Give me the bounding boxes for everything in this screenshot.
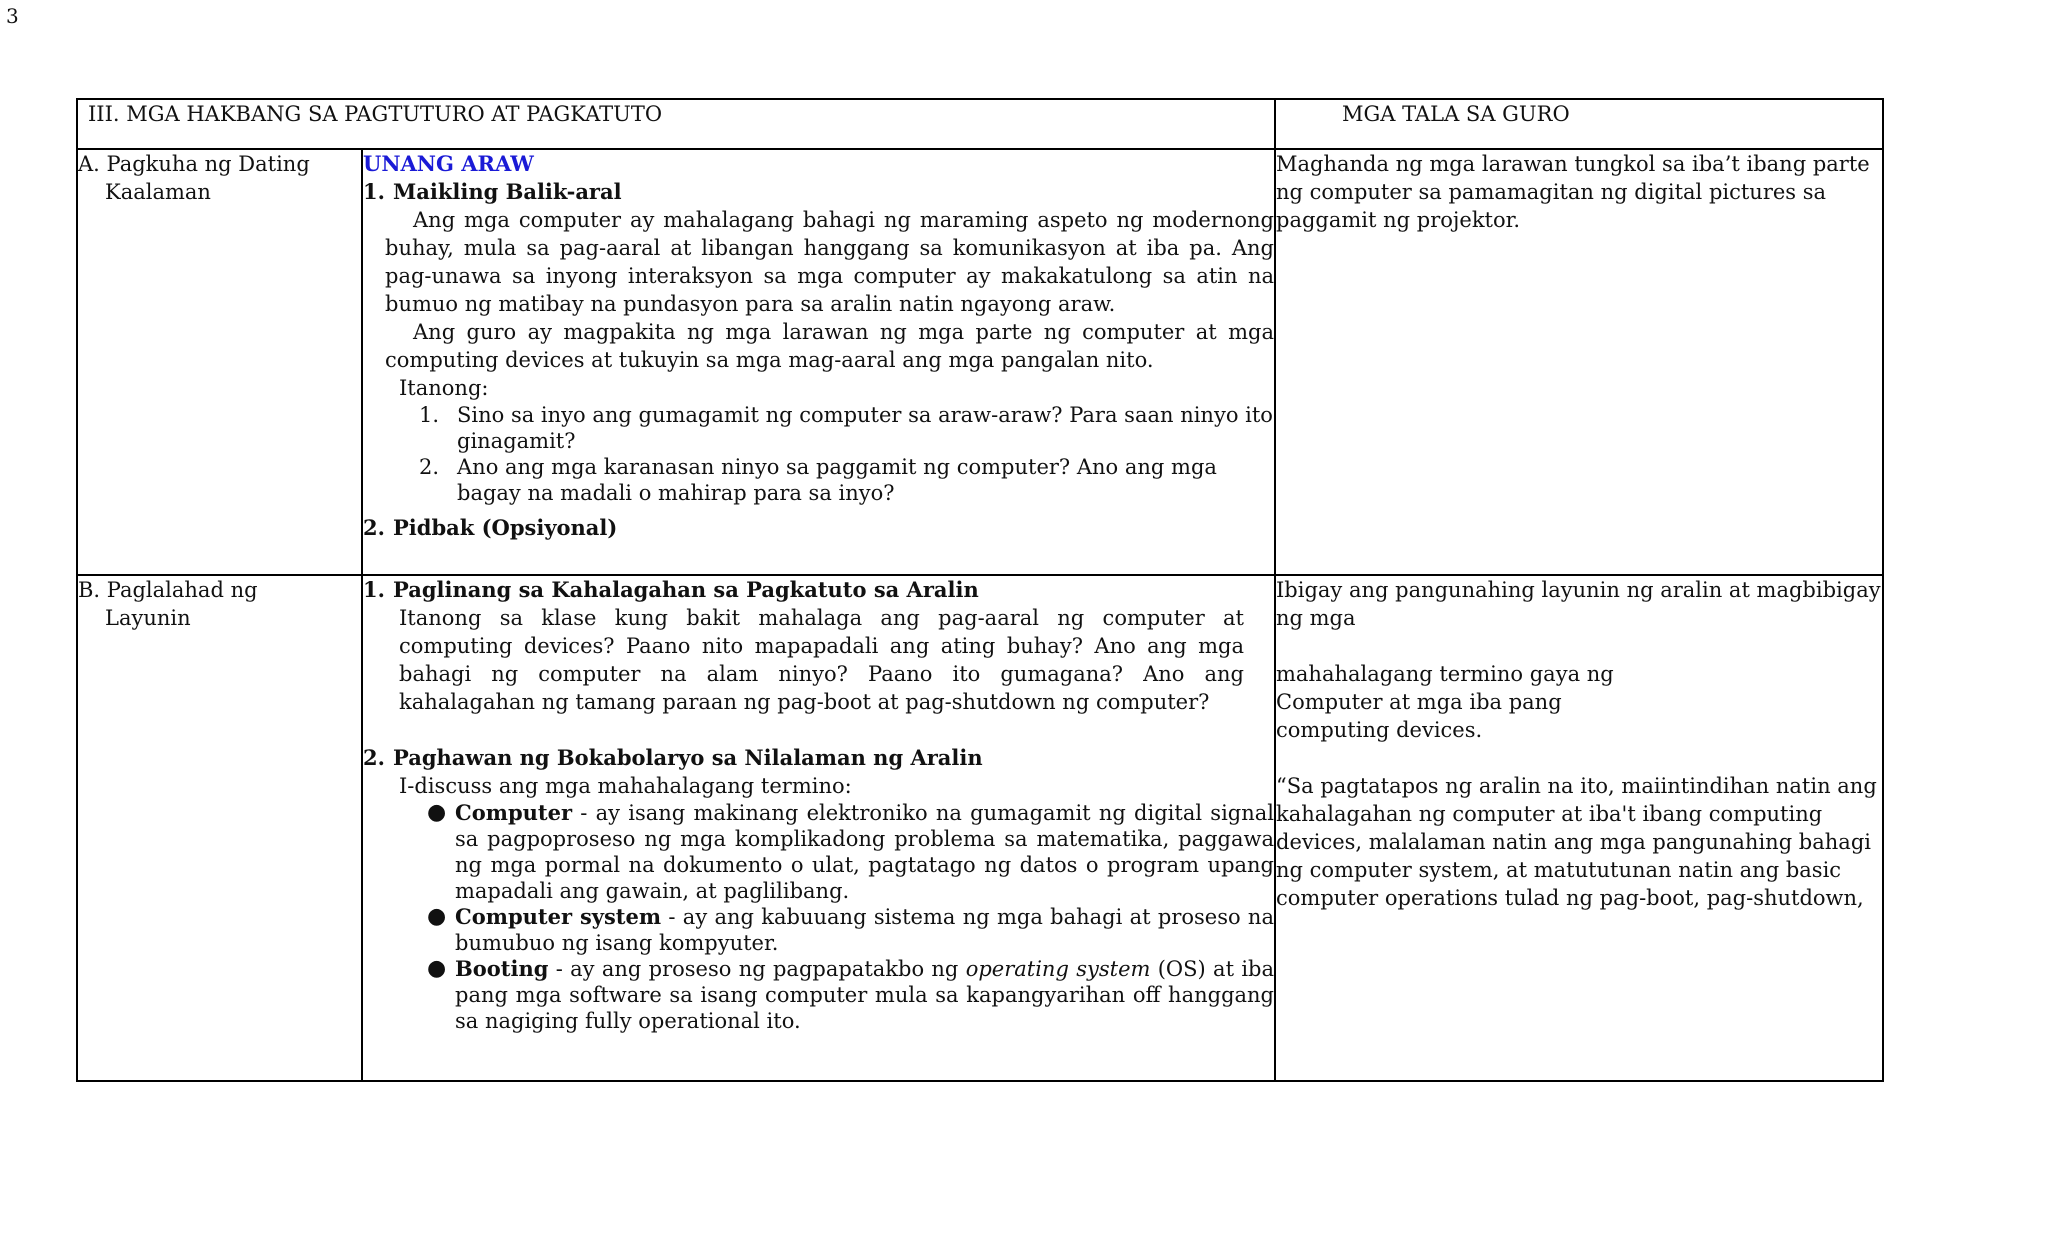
row-label-line: Kaalaman xyxy=(105,180,211,204)
term-def: (OS) at iba pang mga software sa isang computer mula sa kapangyarihan off hanggang sa nagiging fully operational ito. xyxy=(455,957,1275,1033)
note-text: Computer at mga iba pang xyxy=(1276,690,1562,714)
list-item xyxy=(427,800,1274,904)
list-item xyxy=(419,454,1274,506)
note-text: mahahalagang termino gaya ng xyxy=(1276,662,1614,686)
table-header-row xyxy=(77,99,1883,149)
section-title: Maikling Balik-aral xyxy=(393,179,622,204)
section-title: Pidbak (Opsiyonal) xyxy=(393,515,618,540)
day-title: UNANG ARAW xyxy=(363,151,534,176)
prompt-label: I-discuss ang mga mahahalagang termino: xyxy=(399,774,852,798)
term-name: Booting xyxy=(455,956,549,981)
lesson-plan-table xyxy=(76,98,1884,1082)
section-heading xyxy=(363,744,1274,772)
teacher-notes xyxy=(1275,575,1883,1081)
note-text: Ibigay ang pangunahing layunin ng aralin at magbibigay ng mga xyxy=(1276,578,1881,630)
term-name: Computer xyxy=(455,800,573,825)
row-label xyxy=(77,575,362,1081)
question-number: 1. xyxy=(419,403,440,427)
prompt-label: Itanong: xyxy=(399,376,489,400)
note-text: Maghanda ng mga larawan tungkol sa iba’t ibang parte ng computer sa pamamagitan ng digital pictures sa paggamit ng projektor. xyxy=(1276,152,1870,232)
term-definition xyxy=(455,800,1274,904)
bullet-icon: ● xyxy=(427,956,447,981)
teacher-notes xyxy=(1275,149,1883,575)
row-label xyxy=(77,149,362,575)
row-content xyxy=(362,149,1275,575)
paragraph: Ang guro ay magpakita ng mga larawan ng mga parte ng computer at mga computing devices at tukuyin sa mga mag-aaral ang mga pangalan nito. xyxy=(385,320,1274,372)
section-number: 1. xyxy=(363,179,385,204)
paragraph: Itanong sa klase kung bakit mahalaga ang pag-aaral ng computer at computing devices? Paano nito mapapadali ang ating buhay? Ano ang mga bahagi ng computer na alam ninyo? Paano ito gumagana? Ano ang kahalagahan ng tamang paraan ng pag-boot at pag-shutdown ng computer? xyxy=(399,606,1244,714)
term-definition xyxy=(455,904,1274,956)
row-label-line: A. Pagkuha ng Dating xyxy=(78,152,310,176)
note-text: “Sa pagtatapos ng aralin na ito, maiintindihan natin ang kahalagahan ng computer at iba't ibang computing devices, malalaman natin ang mga pangunahing bahagi ng computer system, at matututunan natin ang basic computer operations tulad ng pag-boot, pag-shutdown, xyxy=(1276,774,1877,910)
list-item xyxy=(427,956,1274,1034)
section-heading xyxy=(363,514,1274,542)
term-def: - ay ang proseso ng pagpapatakbo ng xyxy=(548,957,966,981)
section-title: Paghawan ng Bokabolaryo sa Nilalaman ng Aralin xyxy=(393,745,983,770)
term-def: - ay isang makinang elektroniko na gumagamit ng digital signal sa pagpoproseso ng mga komplikadong problema sa matematika, paggawa ng mga pormal na dokumento o ulat, pagtatago ng datos o program upang mapadali ang gawain, at paglilibang. xyxy=(455,801,1274,903)
row-label-line: Layunin xyxy=(105,606,191,630)
header-steps: III. MGA HAKBANG SA PAGTUTURO AT PAGKATUTO xyxy=(77,99,1275,149)
question-list xyxy=(363,402,1274,506)
section-heading xyxy=(363,178,1274,206)
note-text: computing devices. xyxy=(1276,718,1483,742)
term-def-italic: operating system xyxy=(965,957,1151,981)
section-number: 2. xyxy=(363,515,385,540)
question-text: Sino sa inyo ang gumagamit ng computer sa araw-araw? Para saan ninyo ito ginagamit? xyxy=(457,403,1273,453)
table-row xyxy=(77,575,1883,1081)
section-heading xyxy=(363,576,1274,604)
paragraph: Ang mga computer ay mahalagang bahagi ng maraming aspeto ng modernong buhay, mula sa pag-aaral at libangan hanggang sa komunikasyon at iba pa. Ang pag-unawa sa inyong interaksyon sa mga computer ay makakatulong sa atin na bumuo ng matibay na pundasyon para sa aralin natin ngayong araw. xyxy=(385,208,1274,316)
term-list xyxy=(363,800,1274,1034)
term-definition xyxy=(455,956,1274,1034)
row-label-line: B. Paglalahad ng xyxy=(78,578,258,602)
section-title: Paglinang sa Kahalagahan sa Pagkatuto sa Aralin xyxy=(393,577,979,602)
header-teacher-notes: MGA TALA SA GURO xyxy=(1275,99,1883,149)
table-row xyxy=(77,149,1883,575)
page-number: 3 xyxy=(6,4,19,28)
bullet-icon: ● xyxy=(427,800,447,825)
list-item xyxy=(419,402,1274,454)
term-name: Computer system xyxy=(455,904,662,929)
question-text: Ano ang mga karanasan ninyo sa paggamit ng computer? Ano ang mga bagay na madali o mahirap para sa inyo? xyxy=(457,455,1217,505)
row-content xyxy=(362,575,1275,1081)
bullet-icon: ● xyxy=(427,904,447,929)
term-def: - ay ang kabuuang sistema ng mga bahagi at proseso na bumubuo ng isang kompyuter. xyxy=(455,905,1274,955)
section-number: 1. xyxy=(363,577,385,602)
section-number: 2. xyxy=(363,745,385,770)
list-item xyxy=(427,904,1274,956)
question-number: 2. xyxy=(419,455,440,479)
